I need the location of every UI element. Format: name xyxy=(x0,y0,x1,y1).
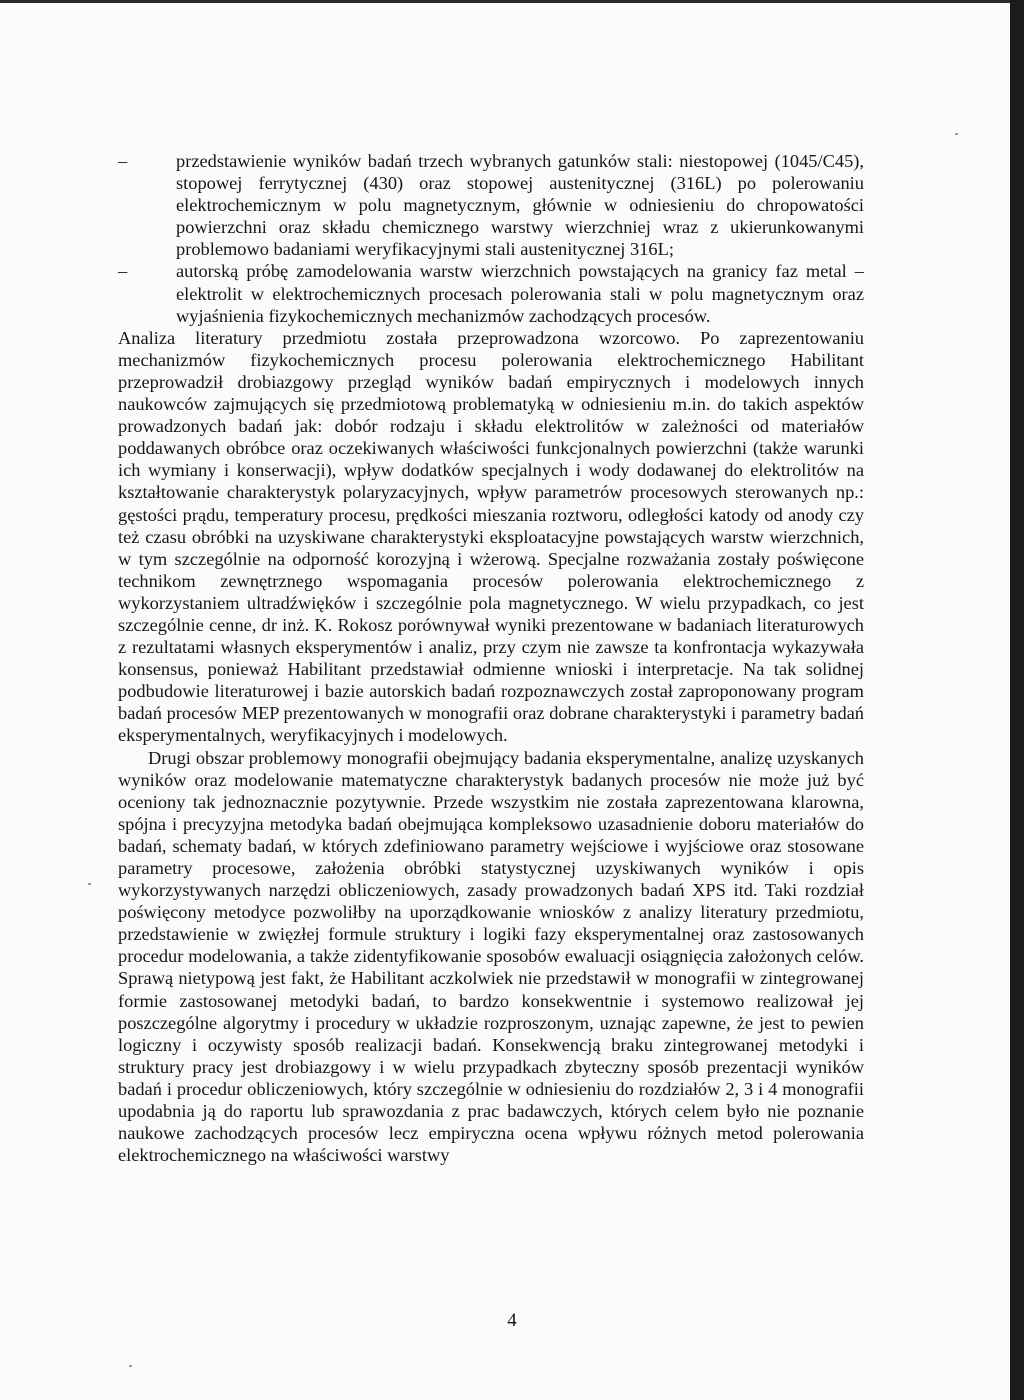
bullet-item xyxy=(118,150,864,260)
scan-top-edge xyxy=(0,0,1024,3)
document-body xyxy=(118,150,864,1166)
paragraph-second-problem-area: Drugi obszar problemowy monografii obejmujący badania eksperymentalne, analizę uzyskanych wyników oraz modelowanie matematyczne charakterystyk badanych procesów nie może już być oceniony tak jednoznacznie pozytywnie. Przede wszystkim nie została zaprezentowana klarowna, spójna i precyzyjna metodyka badań obejmująca kompleksowo uzasadnienie doboru materiałów do badań, schematy badań, w których zdefiniowano parametry wejściowe i wyjściowe oraz stosowane parametry procesowe, założenia obróbki statystycznej uzyskiwanych wyników i opis wykorzystywanych narzędzi obliczeniowych, zasady prowadzonych badań XPS itd. Taki rozdział poświęcony metodyce pozwoliłby na uporządkowanie wniosków z analizy literatury przedmiotu, przedstawienie w zwięzłej formule struktury i logiki fazy eksperymentalnej oraz zastosowanych procedur modelowania, a także zidentyfikowanie sposobów ewaluacji osiągnięcia założonych celów. Sprawą nietypową jest fakt, że Habilitant aczkolwiek nie przedstawił w monografii w zintegrowanej formie zastosowanej metodyki badań, to bardzo konsekwentnie i systemowo realizował jej poszczególne algorytmy i procedury w układzie rozproszonym, uznając zapewne, że jest to pewien logiczny i oczywisty sposób realizacji badań. Konsekwencją braku zintegrowanej metodyki i struktury pracy jest drobiazgowy i w wielu przypadkach zbyteczny sposób prezentacji wyników badań i procedur obliczeniowych, który szczególnie w odniesieniu do rozdziałów 2, 3 i 4 monografii upodabnia ją do raportu lub sprawozdania z prac badawczych, których celem było nie poznanie naukowe zachodzących procesów lecz empiryczna ocena wpływu różnych metod polerowania elektrochemicznego na właściwości warstwy xyxy=(118,747,864,1166)
bullet-text: autorską próbę zamodelowania warstw wierzchnich powstających na granicy faz metal – elektrolit w elektrochemicznych procesach polerowania stali w polu magnetycznym oraz wyjaśnienia fizykochemicznych mechanizmów zachodzących procesów. xyxy=(176,261,864,326)
scan-right-edge xyxy=(1010,0,1024,1400)
scan-speck xyxy=(955,133,958,135)
scan-speck xyxy=(88,883,91,885)
bullet-text: przedstawienie wyników badań trzech wybranych gatunków stali: niestopowej (1045/C45), stopowej ferrytycznej (430) oraz stopowej austenitycznej (316L) po polerowaniu elektrochemicznym w polu magnetycznym, głównie w odniesieniu do chropowatości powierzchni oraz składu chemicznego warstwy wierzchniej wraz z ukierunkowanymi problemowo badaniami weryfikacyjnymi stali austenitycznej 316L; xyxy=(176,151,864,260)
scan-speck xyxy=(129,1365,132,1367)
bullet-dash: – xyxy=(118,151,128,171)
page-number: 4 xyxy=(507,1310,517,1331)
paragraph-literature-analysis: Analiza literatury przedmiotu została przeprowadzona wzorcowo. Po zaprezentowaniu mechanizmów fizykochemicznych procesu polerowania elektrochemicznego Habilitant przeprowadził drobiazgowy przegląd wyników badań empirycznych i modelowych innych naukowców zajmujących się przedmiotową problematyką w odniesieniu m.in. do takich aspektów prowadzonych badań jak: dobór rodzaju i składu elektrolitów w zależności od materiałów poddawanych obróbce oraz oczekiwanych właściwości funkcjonalnych powierzchni (także warunki ich wymiany i konserwacji), wpływ dodatków specjalnych i wody dodawanej do elektrolitów na kształtowanie charakterystyk polaryzacyjnych, wpływ parametrów procesowych sterowanych np.: gęstości prądu, temperatury procesu, prędkości mieszania roztworu, odległości katody od anody czy też czasu obróbki na uzyskiwane charakterystyki eksploatacyjne powstających warstw wierzchnich, w tym szczególnie na odporność korozyjną i wżerową. Specjalne rozważania zostały poświęcone technikom zewnętrznego wspomagania procesów polerowania elektrochemicznego z wykorzystaniem ultradźwięków i szczególnie pola magnetycznego. W wielu przypadkach, co jest szczególnie cenne, dr inż. K. Rokosz porównywał wyniki prezentowane w badaniach literaturowych z rezultatami własnych eksperymentów i analiz, przy czym nie zawsze ta konfrontacja wykazywała konsensus, ponieważ Habilitant przedstawiał odmienne wnioski i interpretacje. Na tak solidnej podbudowie literaturowej i bazie autorskich badań rozpoznawczych został zaproponowany program badań procesów MEP prezentowanych w monografii oraz dobrane charakterystyki i parametry badań eksperymentalnych, weryfikacyjnych i modelowych. xyxy=(118,327,864,746)
bullet-item xyxy=(118,260,864,326)
bullet-dash: – xyxy=(118,261,128,282)
